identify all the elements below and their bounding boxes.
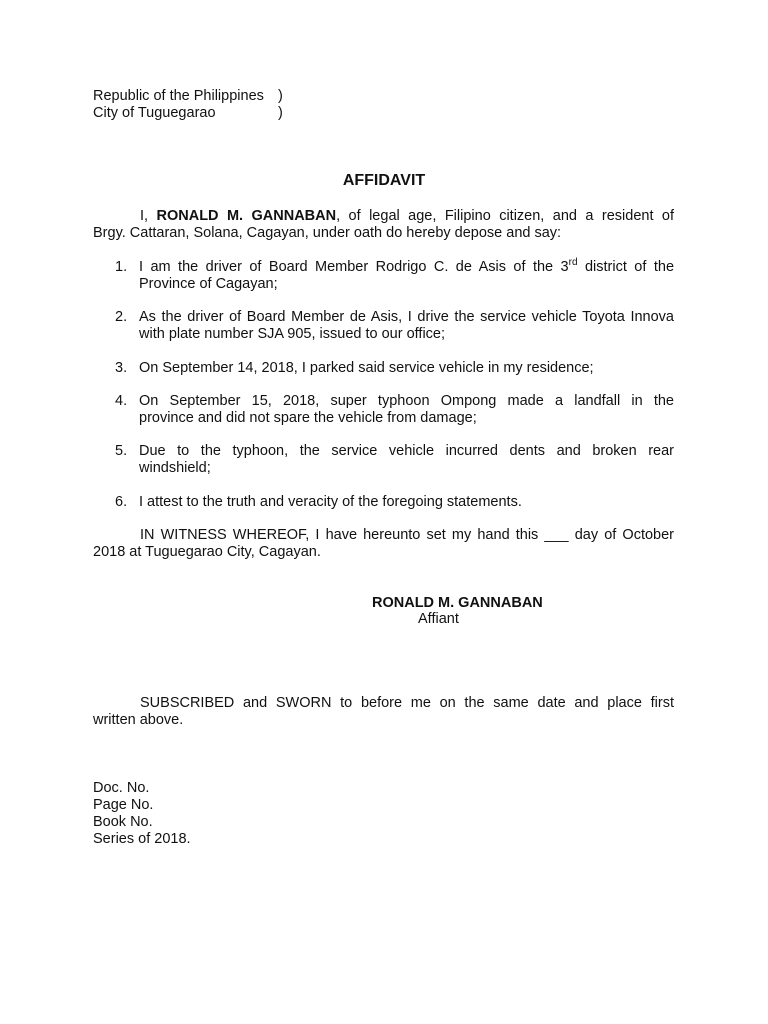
item-text: province and did not spare the vehicle from damage;	[139, 410, 477, 426]
item-text: with plate number SJA 905, issued to our office;	[139, 326, 446, 342]
notarial-register	[93, 780, 191, 848]
intro-rest: , of legal age, Filipino citizen, and a resident of	[336, 208, 675, 224]
venue-block	[93, 88, 283, 122]
doc-no-label: Doc. No.	[93, 780, 150, 796]
item-text: On September 15, 2018, super typhoon Ompong made a landfall in the	[139, 393, 674, 409]
document-title: AFFIDAVIT	[342, 172, 426, 189]
witness-line-1: IN WITNESS WHEREOF, I have hereunto set my hand this ___ day of October	[140, 527, 674, 543]
item-number: 3.	[115, 360, 128, 376]
item-number: 4.	[115, 393, 128, 409]
item-superscript: rd	[568, 257, 578, 269]
affiant-name-inline: RONALD M. GANNABAN	[156, 208, 337, 224]
jurat-paragraph	[93, 695, 674, 729]
item-text: I am the driver of Board Member Rodrigo C. de Asis of the 3	[139, 259, 569, 275]
venue-country: Republic of the Philippines	[93, 88, 264, 104]
series-label: Series of 2018.	[93, 831, 191, 847]
item-text: district of the	[577, 259, 675, 275]
item-text: I attest to the truth and veracity of the foregoing statements.	[139, 494, 522, 510]
signature-name: RONALD M. GANNABAN	[372, 595, 543, 611]
jurat-line-1: SUBSCRIBED and SWORN to before me on the same date and place first	[140, 695, 674, 711]
witness-line-2: 2018 at Tuguegarao City, Cagayan.	[93, 544, 321, 560]
item-text: On September 14, 2018, I parked said service vehicle in my residence;	[139, 360, 594, 376]
signature-role: Affiant	[418, 611, 459, 627]
item-text: Due to the typhoon, the service vehicle incurred dents and broken rear	[139, 443, 674, 459]
intro-paragraph	[93, 208, 674, 242]
venue-city: City of Tuguegarao	[93, 105, 216, 121]
jurat-line-2: written above.	[93, 712, 184, 728]
venue-paren-2: )	[278, 105, 283, 121]
item-number: 6.	[115, 494, 128, 510]
item-number: 2.	[115, 309, 128, 325]
page-no-label: Page No.	[93, 797, 154, 813]
book-no-label: Book No.	[93, 814, 153, 830]
item-text: Province of Cagayan;	[139, 276, 278, 292]
item-number: 1.	[115, 259, 128, 275]
item-text: As the driver of Board Member de Asis, I drive the service vehicle Toyota Innova	[139, 309, 674, 325]
item-text: windshield;	[139, 460, 211, 476]
intro-line-2: Brgy. Cattaran, Solana, Cagayan, under oath do hereby depose and say:	[93, 225, 562, 241]
venue-paren-1: )	[278, 88, 283, 104]
item-number: 5.	[115, 443, 128, 459]
intro-prefix: I,	[140, 208, 157, 224]
witness-paragraph	[93, 527, 674, 561]
